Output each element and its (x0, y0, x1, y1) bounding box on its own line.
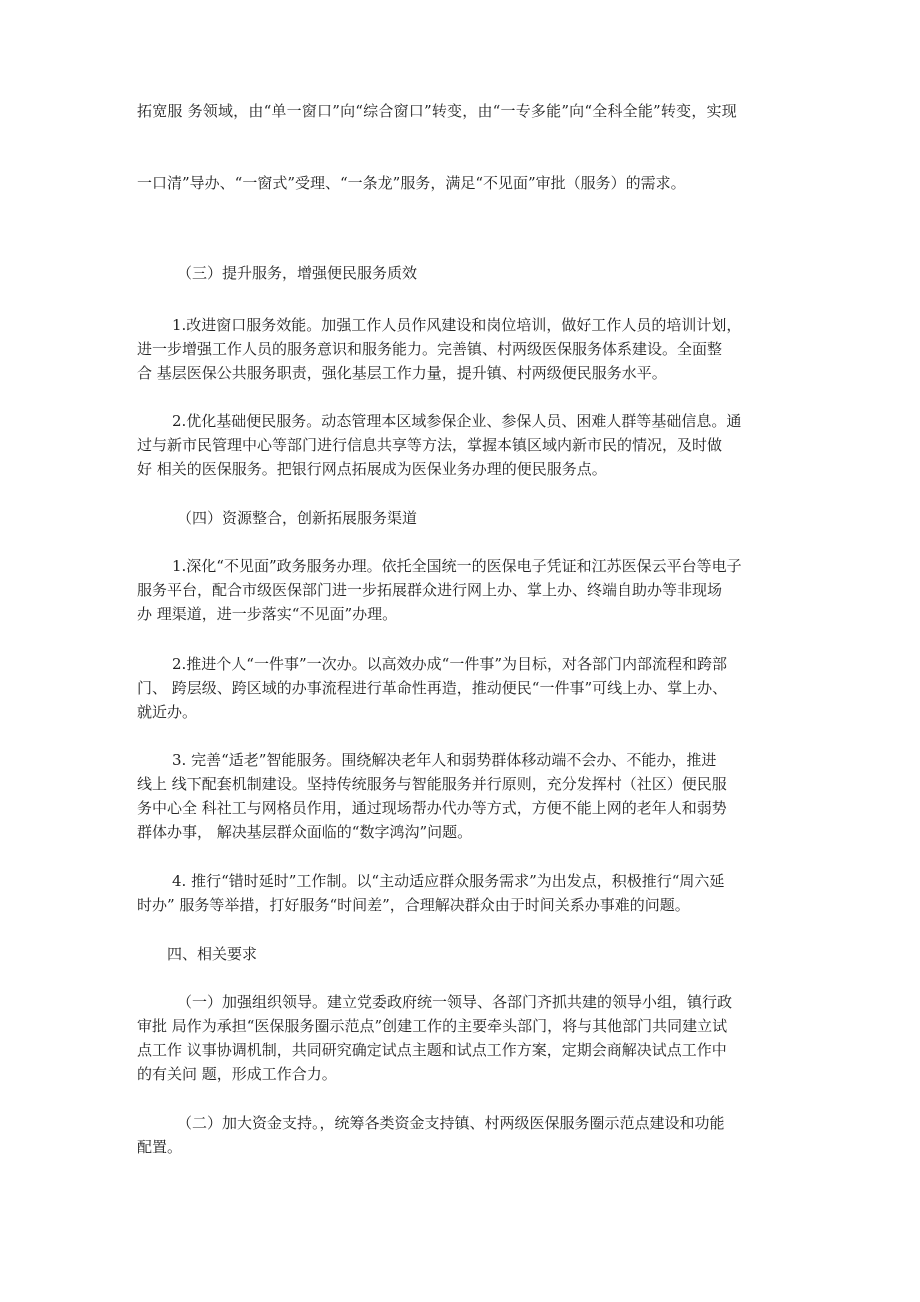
paragraph-5-line-0: （四）资源整合，创新拓展服务渠道 (177, 509, 418, 527)
section-heading-4 (177, 506, 827, 530)
paragraph-2-line-0: （三）提升服务，增强便民服务质效 (177, 264, 418, 282)
paragraph-8-line-1: 线上 线下配套机制建设。坚持传统服务与智能服务并行原则，充分发挥村（社区）便民服 (137, 775, 727, 793)
paragraph-10-line-0: 四、相关要求 (167, 945, 258, 963)
paragraph-11-line-1: 审批 局作为承担“医保服务圈示范点”创建工作的主要牵头部门，将与其他部门共同建立试 (137, 1017, 728, 1035)
paragraph-6-line-0: 1.深化“不见面”政务服务办理。依托全国统一的医保电子凭证和江苏医保云平台等电子 (172, 557, 742, 575)
paragraph-9-line-1: 时办” 服务等举措，打好服务“时间差”，合理解决群众由于时间关系办事难的问题。 (137, 896, 690, 914)
paragraph-4 (137, 409, 787, 481)
section-heading-3 (177, 261, 827, 285)
paragraph-11-line-3: 的有关问 题，形成工作合力。 (137, 1065, 337, 1083)
paragraph-9-line-0: 4. 推行“错时延时”工作制。以“主动适应群众服务需求”为出发点，积极推行“周六延 (172, 872, 725, 890)
paragraph-7-line-1: 门、 跨层级、跨区域的办事流程进行革命性再造，推动便民“一件事”可线上办、掌上办、 (137, 679, 728, 697)
paragraph-9 (137, 869, 787, 917)
paragraph-12-line-0: （二）加大资金支持。，统筹各类资金支持镇、村两级医保服务圈示范点建设和功能 (177, 1114, 725, 1132)
paragraph-11-line-0: （一）加强组织领导。建立党委政府统一领导、各部门齐抓共建的领导小组，镇行政 (177, 993, 733, 1011)
section-heading-four (167, 942, 817, 966)
paragraph-11 (137, 990, 787, 1086)
paragraph-6-line-2: 办 理渠道，进一步落实“不见面”办理。 (137, 605, 398, 623)
paragraph-6 (137, 554, 787, 626)
paragraph-0-line-0: 拓宽服 务领域，由“单一窗口”向“综合窗口”转变，由“一专多能”向“全科全能”转变，实现 (137, 102, 737, 120)
paragraph-8-line-0: 3. 完善“适老”智能服务。围绕解决老年人和弱势群体移动端不会办、不能办，推进 (172, 751, 717, 769)
paragraph-6-line-1: 服务平台，配合市级医保部门进一步拓展群众进行网上办、掌上办、终端自助办等非现场 (137, 581, 723, 599)
paragraph-4-line-0: 2.优化基础便民服务。动态管理本区域参保企业、参保人员、困难人群等基础信息。通 (172, 412, 742, 430)
paragraph-7 (137, 652, 787, 724)
paragraph-3-line-2: 合 基层医保公共服务职责，强化基层工作力量，提升镇、村两级便民服务水平。 (137, 364, 667, 382)
paragraph-3-line-0: 1.改进窗口服务效能。加强工作人员作风建设和岗位培训，做好工作人员的培训计划， (172, 316, 742, 334)
paragraph-11-line-2: 点工作 议事协调机制，共同研究确定试点主题和试点工作方案，定期会商解决试点工作中 (137, 1041, 727, 1059)
paragraph-3 (137, 313, 787, 385)
paragraph-12-line-1: 配置。 (137, 1138, 183, 1156)
paragraph-7-line-0: 2.推进个人“一件事”一次办。以高效办成“一件事”为目标，对各部门内部流程和跨部 (172, 655, 727, 673)
paragraph-12 (137, 1111, 787, 1159)
paragraph-1 (137, 171, 787, 195)
paragraph-4-line-2: 好 相关的医保服务。把银行网点拓展成为医保业务办理的便民服务点。 (137, 460, 607, 478)
paragraph-4-line-1: 过与新市民管理中心等部门进行信息共享等方法，掌握本镇区域内新市民的情况，及时做 (137, 436, 723, 454)
paragraph-1-line-0: 一口清”导办、“一窗式”受理、“一条龙”服务，满足“不见面”审批（服务）的需求。 (137, 174, 686, 192)
paragraph-8-line-3: 群体办事， 解决基层群众面临的“数字鸿沟”问题。 (137, 823, 473, 841)
paragraph-0 (137, 99, 787, 123)
paragraph-7-line-2: 就近办。 (137, 703, 198, 721)
paragraph-8-line-2: 务中心全 科社工与网格员作用，通过现场帮办代办等方式，方便不能上网的老年人和弱势 (137, 799, 727, 817)
paragraph-3-line-1: 进一步增强工作人员的服务意识和服务能力。完善镇、村两级医保服务体系建设。全面整 (137, 340, 723, 358)
paragraph-8 (137, 748, 787, 844)
